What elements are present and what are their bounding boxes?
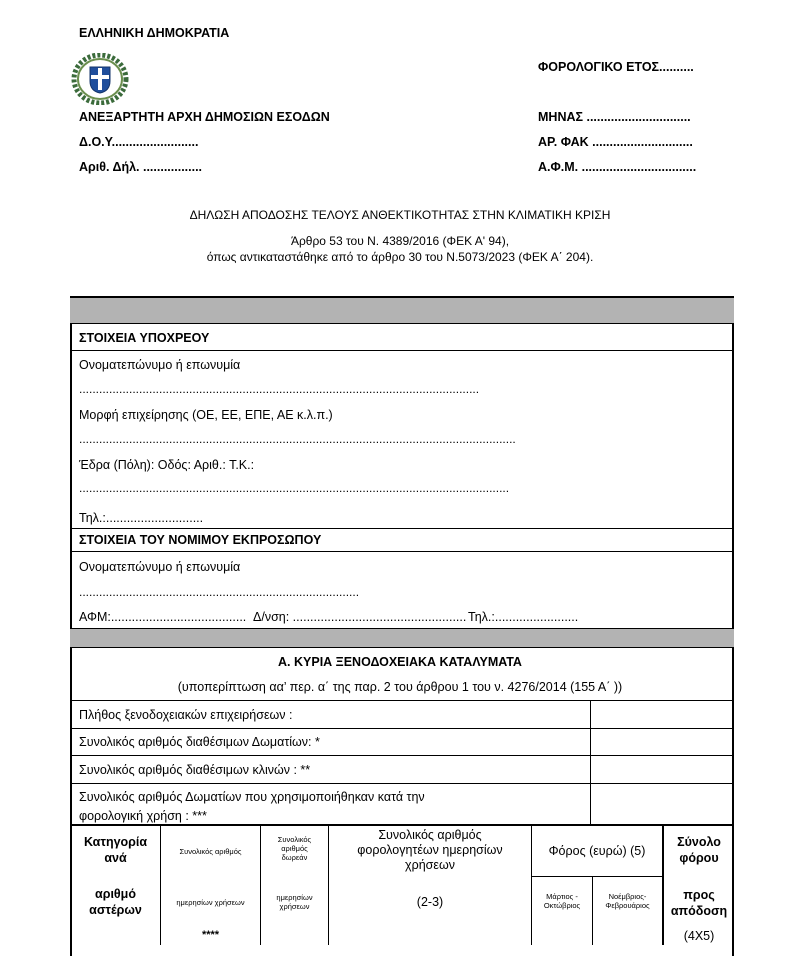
available-beds-input[interactable] [591, 756, 732, 782]
taxable-formula: (2-3) [416, 895, 444, 909]
total-daily-uses-header: Συνολικός αριθμός [179, 847, 242, 856]
used-rooms-label-line-2: φορολογική χρήση : *** [79, 809, 207, 823]
used-rooms-label-line-1: Συνολικός αριθμός Δωματίων που χρησιμοποιήθηκαν κατά την [79, 790, 425, 804]
month-field: ΜΗΝΑΣ .............................. [538, 110, 691, 124]
free-daily-uses-header: Συνολικός αριθμός δωρεάν [277, 835, 312, 862]
used-rooms-input[interactable] [591, 784, 732, 823]
obligor-phone-input[interactable]: Τηλ.:............................ [79, 511, 204, 525]
afm-field: Α.Φ.Μ. ................................. [538, 160, 697, 174]
law-reference-line-1: Άρθρο 53 του Ν. 4389/2016 (ΦΕΚ Α' 94), [290, 234, 510, 248]
file-number-field: ΑΡ. ΦΑΚ ............................. [538, 135, 693, 149]
total-tax-formula: (4Χ5) [683, 929, 715, 943]
taxable-daily-uses-header: Συνολικός αριθμός φορολογητέων ημερησίων χρήσεων [357, 828, 503, 872]
gray-band-middle [70, 629, 734, 647]
section-a-subheading: (υποπερίπτωση αα’ περ. α΄ της παρ. 2 του άρθρου 1 του ν. 4276/2014 (155 Α΄ )) [177, 680, 623, 694]
free-daily-uses-subheader: ημερησίων χρήσεων [276, 893, 313, 911]
representative-heading: ΣΤΟΙΧΕΙΑ ΤΟΥ ΝΟΜΙΜΟΥ ΕΚΠΡΟΣΩΠΟΥ [79, 533, 322, 547]
obligor-heading: ΣΤΟΙΧΕΙΑ ΥΠΟΧΡΕΟΥ [79, 331, 210, 345]
hotel-count-input[interactable] [591, 701, 732, 727]
seat-label: Έδρα (Πόλη): Οδός: Αριθ.: Τ.Κ.: [79, 458, 255, 472]
gray-band-top [70, 298, 734, 323]
representative-name-label: Ονοματεπώνυμο ή επωνυμία [79, 560, 241, 574]
greek-emblem-icon [71, 53, 129, 105]
star-category-header-2: αριθμό αστέρων [89, 887, 142, 917]
section-a-heading: Α. ΚΥΡΙΑ ΞΕΝΟΔΟΧΕΙΑΚΑ ΚΑΤΑΛΥΜΑΤΑ [278, 655, 522, 669]
country-title: ΕΛΛΗΝΙΚΗ ΔΗΜΟΚΡΑΤΙΑ [79, 26, 230, 40]
obligor-name-input[interactable]: ........................................................................................................................ [79, 382, 480, 396]
representative-name-input[interactable]: .................................................................................... [79, 585, 360, 599]
tax-year-field: ΦΟΡΟΛΟΓΙΚΟ ΕΤΟΣ.......... [538, 60, 694, 74]
seat-input[interactable]: ................................................................................................................................. [79, 481, 510, 495]
representative-address-input[interactable]: Δ/νση: .................................................. [253, 610, 467, 624]
document-title: ΔΗΛΩΣΗ ΑΠΟΔΟΣΗΣ ΤΕΛΟΥΣ ΑΝΘΕΚΤΙΚΟΤΗΤΑΣ ΣΤΗΝ ΚΛΙΜΑΤΙΚΗ ΚΡΙΣΗ [189, 208, 611, 222]
march-october-header: Μάρτιος - Οκτώβριος [543, 892, 581, 910]
available-rooms-label: Συνολικός αριθμός διαθέσιμων Δωματίων: * [79, 735, 320, 749]
star-category-header: Κατηγορία ανά [83, 835, 148, 865]
business-form-input[interactable]: ................................................................................................................................... [79, 432, 516, 446]
footnote-stars: **** [201, 929, 220, 941]
obligor-name-label: Ονοματεπώνυμο ή επωνυμία [79, 358, 241, 372]
total-tax-header-2: προς απόδοση [670, 888, 728, 918]
declaration-number-field: Αριθ. Δήλ. ................. [79, 160, 203, 174]
available-rooms-input[interactable] [591, 729, 732, 755]
business-form-label: Μορφή επιχείρησης (ΟΕ, ΕΕ, ΕΠΕ, ΑΕ κ.λ.π.) [79, 408, 333, 422]
representative-phone-input[interactable]: Τηλ.:........................ [468, 610, 579, 624]
doy-field: Δ.Ο.Υ......................... [79, 135, 199, 149]
daily-uses-subheader: ημερησίων χρήσεων [176, 898, 245, 907]
law-reference-line-2: όπως αντικαταστάθηκε από το άρθρο 30 του Ν.5073/2023 (ΦΕΚ Α΄ 204). [206, 250, 594, 264]
available-beds-label: Συνολικός αριθμός διαθέσιμων κλινών : ** [79, 763, 311, 777]
total-tax-header: Σύνολο φόρου [677, 835, 721, 865]
authority-title: ΑΝΕΞΑΡΤΗΤΗ ΑΡΧΗ ΔΗΜΟΣΙΩΝ ΕΣΟΔΩΝ [79, 110, 330, 124]
november-february-header: Νοέμβριος- Φεβρουάριος [605, 892, 650, 910]
hotel-count-label: Πλήθος ξενοδοχειακών επιχειρήσεων : [79, 708, 293, 722]
representative-afm-input[interactable]: ΑΦΜ:....................................... [79, 610, 247, 624]
tax-euro-header: Φόρος (ευρώ) (5) [548, 844, 646, 858]
